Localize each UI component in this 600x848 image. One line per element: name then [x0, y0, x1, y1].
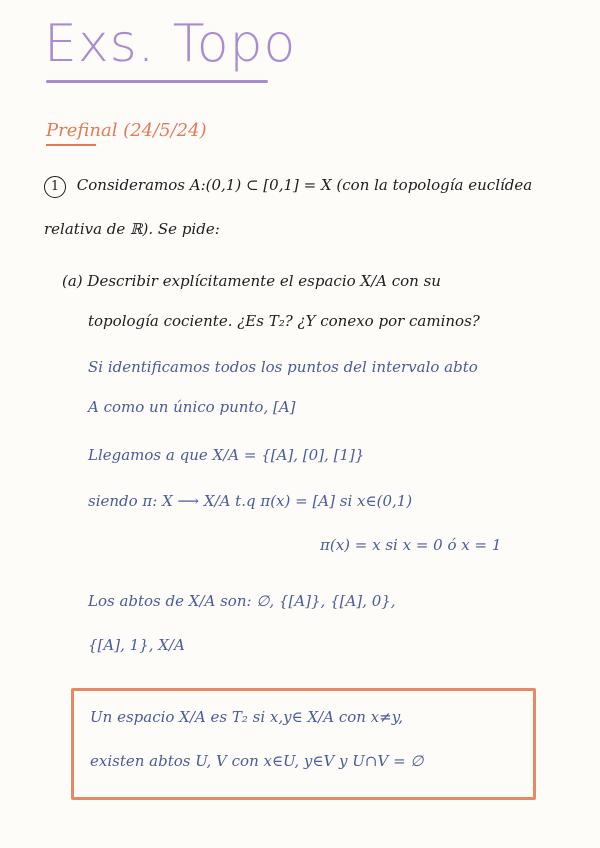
- definition-line-2: existen abtos U, V con x∈U, y∈V y U∩V = ∅: [90, 752, 424, 770]
- title-underline: [46, 80, 268, 83]
- problem-statement-line-1: [44, 176, 532, 198]
- answer-line-3: Llegamos a que X/A = {[A], [0], [1]}: [88, 446, 365, 464]
- answer-line-1: Si identificamos todos los puntos del intervalo abto: [88, 358, 478, 376]
- part-a-line-1: (a) Describir explícitamente el espacio X/A con su: [62, 272, 441, 290]
- definition-box: [71, 688, 536, 800]
- exam-subtitle: Prefinal (24/5/24): [46, 120, 207, 141]
- answer-line-5: π(x) = x si x = 0 ó x = 1: [320, 536, 502, 554]
- problem-statement-line-2: relativa de ℝ). Se pide:: [44, 220, 220, 238]
- answer-line-4: siendo π: X ⟶ X/A t.q π(x) = [A] si x∈(0,1): [88, 492, 413, 510]
- problem-text-1: Consideramos A:(0,1) ⊂ [0,1] = X (con la topología euclídea: [76, 176, 533, 194]
- part-a-line-2: topología cociente. ¿Es T₂? ¿Y conexo por caminos?: [88, 312, 480, 330]
- answer-line-6: Los abtos de X/A son: ∅, {[A]}, {[A], 0},: [88, 592, 396, 610]
- definition-line-1: Un espacio X/A es T₂ si x,y∈ X/A con x≠y,: [90, 708, 403, 726]
- answer-line-2: A como un único punto, [A]: [88, 398, 296, 416]
- problem-number: 1: [44, 176, 66, 198]
- page-title: Exs. Topo: [44, 14, 297, 74]
- answer-line-7: {[A], 1}, X/A: [88, 636, 185, 654]
- subtitle-underline: [46, 144, 96, 146]
